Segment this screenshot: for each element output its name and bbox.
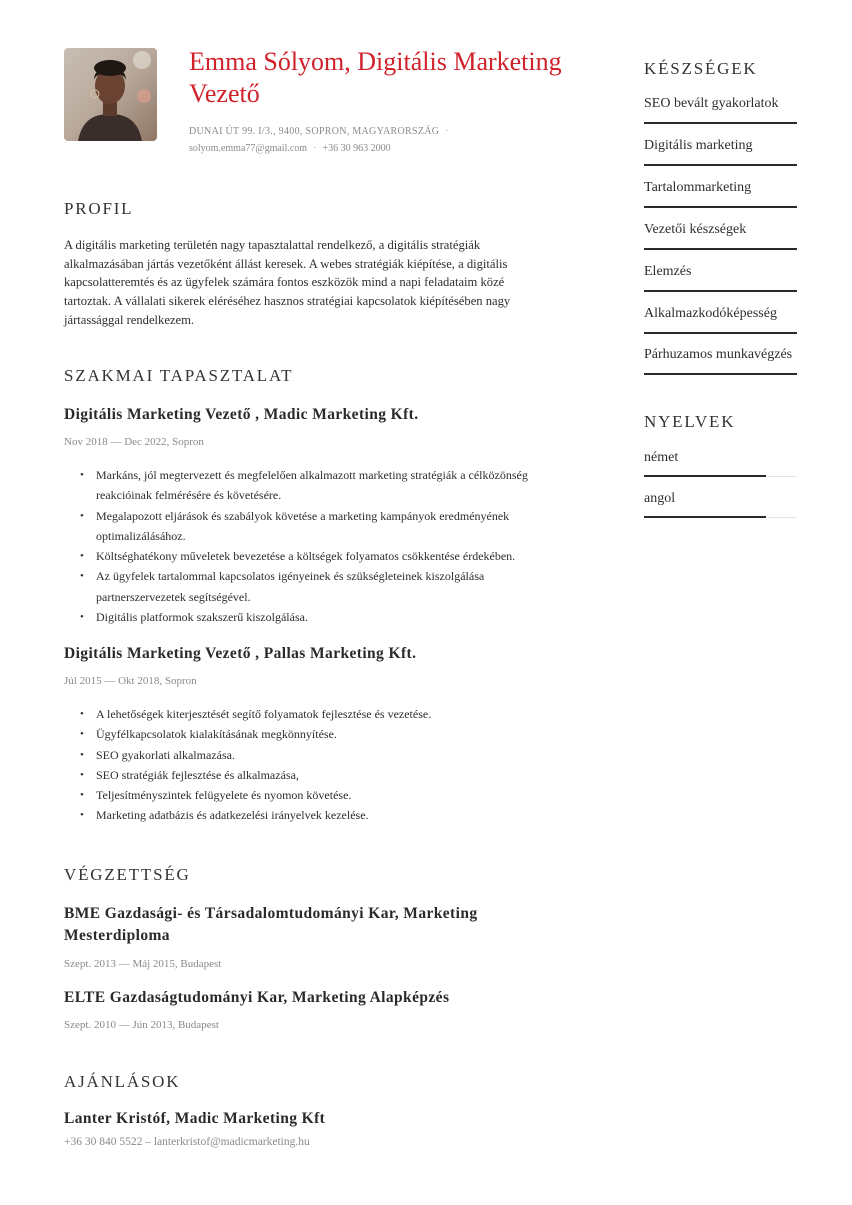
address: DUNAI ÚT 99. I/3., 9400, SOPRON, MAGYARORSZÁG (189, 126, 440, 137)
language-label: angol (644, 491, 676, 506)
language-level-bar (644, 516, 766, 518)
skill-label: Alkalmazkodóképesség (644, 306, 777, 321)
skill-label: Digitális marketing (644, 138, 753, 153)
skill-label: Vezetői készségek (644, 222, 747, 237)
skill-underline (644, 290, 797, 292)
job-bullets (64, 465, 554, 627)
language-item (644, 450, 797, 466)
job-bullets (64, 704, 554, 826)
candidate-name-text: Emma Sólyom, Digitális Marketing Vezető (189, 47, 562, 108)
skill-label: Elemzés (644, 264, 692, 279)
list-item: • Az ügyfelek tartalommal kapcsolatos igényeinek és szükségleteinek kiszolgálása partnerszervezetek segítségével. (64, 566, 554, 607)
separator-dot: · (313, 143, 317, 154)
references-heading: AJÁNLÁSOK (64, 1072, 181, 1091)
education-dates: Szept. 2010 — Jún 2013, Budapest (64, 1019, 219, 1031)
list-item: • SEO stratégiák fejlesztése és alkalmazása, (64, 765, 554, 785)
skill-item (644, 306, 797, 322)
reference-name: Lanter Kristóf, Madic Marketing Kft (64, 1110, 326, 1127)
candidate-name (189, 46, 569, 110)
skills-heading: KÉSZSÉGEK (644, 59, 758, 78)
job-dates: Nov 2018 — Dec 2022, Sopron (64, 436, 204, 448)
profile-text: A digitális marketing területén nagy tapasztalattal rendelkező, a digitális stratégiák alkalmazásában jártás vezetőként állást keresek. A webes stratégiák kiépítése, a digitális kapcsolatteremtés és az ügyfelek számára fontos eszközök mind a napi feladataim közé tartoztak. A vállalati sikerek eléréséhez hasznos stratégiai kapcsolatok kiépítésében nagy jártassággal rendelkezem. (64, 238, 511, 327)
skill-label: Párhuzamos munkavégzés (644, 347, 793, 362)
skill-label: Tartalommarketing (644, 180, 752, 195)
skill-underline (644, 373, 797, 375)
skill-item (644, 347, 797, 363)
separator-dot: · (445, 126, 449, 137)
reference-contact: +36 30 840 5522 – lanterkristof@madicmarketing.hu (64, 1136, 310, 1148)
skill-underline (644, 164, 797, 166)
list-item: • Ügyfélkapcsolatok kialakításának megkönnyítése. (64, 724, 554, 744)
list-item: • Marketing adatbázis és adatkezelési irányelvek kezelése. (64, 805, 554, 825)
skill-item (644, 96, 797, 112)
skill-underline (644, 122, 797, 124)
profile-heading: PROFIL (64, 199, 134, 218)
skill-item (644, 264, 797, 280)
list-item: • Teljesítményszintek felügyelete és nyomon követése. (64, 785, 554, 805)
list-item: • Digitális platformok szakszerű kiszolgálása. (64, 607, 554, 627)
list-item: • Markáns, jól megtervezett és megfelelően alkalmazott marketing stratégiák a célközönség reakcióinak felmérésére és követésére. (64, 465, 554, 506)
skill-underline (644, 332, 797, 334)
language-item (644, 491, 797, 507)
contact-info (189, 123, 569, 157)
portrait-image (64, 48, 157, 141)
list-item: • A lehetőségek kiterjesztését segítő folyamatok fejlesztése és vezetése. (64, 704, 554, 724)
skill-label: SEO bevált gyakorlatok (644, 96, 779, 111)
profile-photo (64, 48, 157, 141)
languages-heading: NYELVEK (644, 412, 736, 431)
skill-item (644, 222, 797, 238)
skill-underline (644, 206, 797, 208)
skill-item (644, 138, 797, 154)
education-heading: VÉGZETTSÉG (64, 865, 191, 884)
education-title: ELTE Gazdaságtudományi Kar, Marketing Alapképzés (64, 989, 450, 1006)
education-dates: Szept. 2013 — Máj 2015, Budapest (64, 958, 222, 970)
language-label: német (644, 450, 679, 465)
list-item: • Megalapozott eljárások és szabályok követése a marketing kampányok eredményének optimalizálásához. (64, 506, 554, 547)
language-level-bar (644, 475, 766, 477)
job-title: Digitális Marketing Vezető , Madic Marketing Kft. (64, 406, 419, 423)
job-title: Digitális Marketing Vezető , Pallas Marketing Kft. (64, 645, 417, 662)
experience-heading: SZAKMAI TAPASZTALAT (64, 366, 294, 385)
skill-underline (644, 248, 797, 250)
job-dates: Júl 2015 — Okt 2018, Sopron (64, 675, 197, 687)
skill-item (644, 180, 797, 196)
list-item: • Költséghatékony műveletek bevezetése a költségek folyamatos csökkentése érdekében. (64, 546, 554, 566)
education-title: BME Gazdasági- és Társadalomtudományi Kar, Marketing Mesterdiploma (64, 905, 478, 944)
list-item: • SEO gyakorlati alkalmazása. (64, 745, 554, 765)
email[interactable]: solyom.emma77@gmail.com (189, 143, 308, 154)
phone[interactable]: +36 30 963 2000 (322, 143, 391, 154)
